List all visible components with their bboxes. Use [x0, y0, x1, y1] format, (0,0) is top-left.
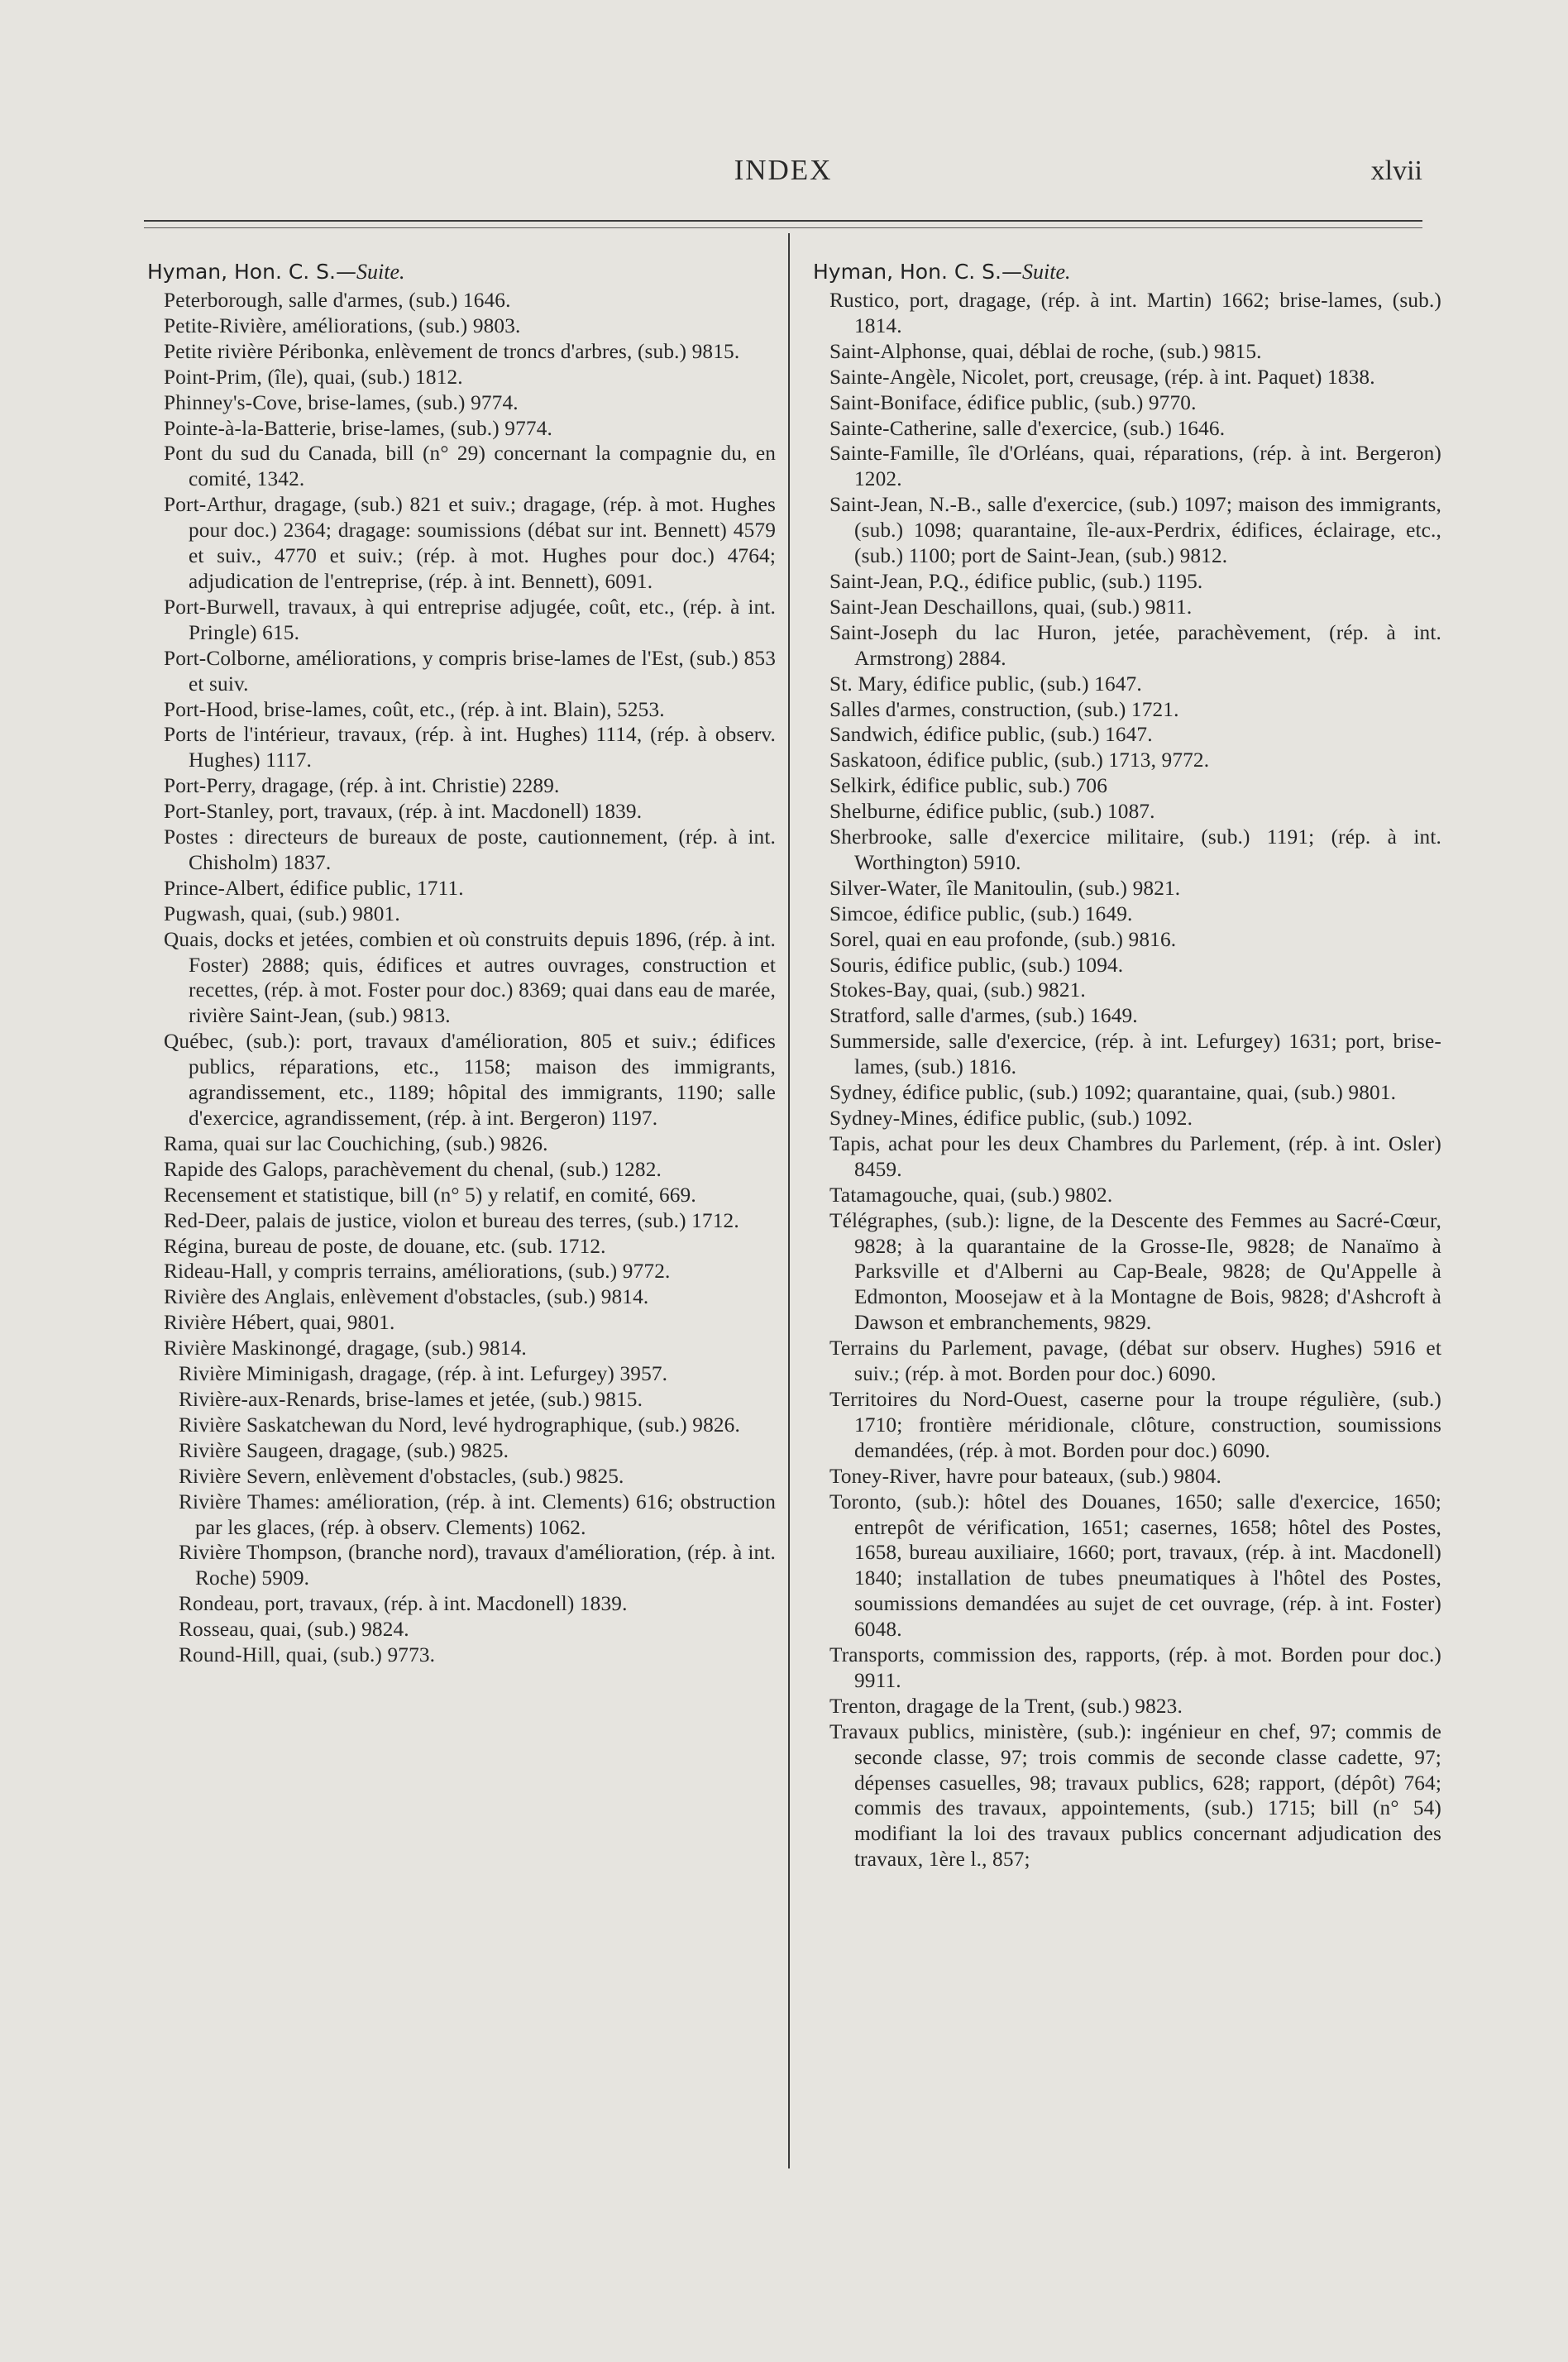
index-entry: Sainte-Catherine, salle d'exercice, (sub.) 1646.: [829, 416, 1226, 440]
index-entry: Red-Deer, palais de justice, violon et bureau des terres, (sub.) 1712.: [164, 1208, 739, 1232]
index-entry: Shelburne, édifice public, (sub.) 1087.: [829, 800, 1155, 824]
index-entry: Terrains du Parlement, pavage, (débat sur observ. Hughes) 5916 et suiv.; (rép. à mot. Borden pour doc.) 6090.: [829, 1336, 1441, 1386]
index-entry: Rivière Saugeen, dragage, (sub.) 9825.: [179, 1438, 509, 1462]
index-entry: Port-Colborne, améliorations, y compris brise-lames de l'Est, (sub.) 853 et suiv.: [164, 646, 776, 696]
index-entry: Salles d'armes, construction, (sub.) 1721.: [829, 697, 1179, 721]
index-entry: Trenton, dragage de la Trent, (sub.) 9823.: [829, 1694, 1183, 1718]
index-entry: Rama, quai sur lac Couchiching, (sub.) 9826.: [164, 1131, 548, 1155]
index-entry: Télégraphes, (sub.): ligne, de la Descente des Femmes au Sacré-Cœur, 9828; à la quarantaine de la Grosse-Ile, 9828; de Nanaïmo à Parksville et d'Alberni au Cap-Beale, 9828; de Qu'Appelle à Edmonton, Moosejaw et à la Montagne de Bois, 9828; d'Ashcroft à Dawson et embranchements, 9829.: [829, 1208, 1441, 1335]
index-entry: Tapis, achat pour les deux Chambres du Parlement, (rép. à int. Osler) 8459.: [829, 1131, 1441, 1181]
index-entry: Rivière Thompson, (branche nord), travaux d'amélioration, (rép. à int. Roche) 5909.: [179, 1541, 776, 1590]
heading-suite: Suite.: [1022, 260, 1071, 284]
index-entry: Sainte-Famille, île d'Orléans, quai, réparations, (rép. à int. Bergeron) 1202.: [829, 442, 1441, 491]
index-entry: Selkirk, édifice public, sub.) 706: [829, 774, 1107, 798]
index-entry: Pugwash, quai, (sub.) 9801.: [164, 901, 400, 925]
index-entry: Sydney-Mines, édifice public, (sub.) 1092.: [829, 1107, 1193, 1130]
index-entry: Saint-Jean, P.Q., édifice public, (sub.) 1195.: [829, 569, 1203, 593]
index-entry: Sandwich, édifice public, (sub.) 1647.: [829, 723, 1153, 747]
right-column: [813, 258, 1441, 1872]
page-header: [144, 147, 1422, 197]
heading-suite: Suite.: [356, 260, 405, 284]
index-entry: Postes : directeurs de bureaux de poste, cautionnement, (rép. à int. Chisholm) 1837.: [164, 825, 776, 874]
index-entry: Rivière Maskinongé, dragage, (sub.) 9814.: [164, 1336, 527, 1360]
left-column: [147, 258, 776, 1668]
index-entry: Petite-Rivière, améliorations, (sub.) 9803.: [164, 313, 521, 337]
index-entry: Point-Prim, (île), quai, (sub.) 1812.: [164, 365, 463, 389]
index-entry: Saint-Alphonse, quai, déblai de roche, (sub.) 9815.: [829, 339, 1262, 363]
index-entry: Saint-Boniface, édifice public, (sub.) 9770.: [829, 390, 1197, 414]
index-entry: Rideau-Hall, y compris terrains, améliorations, (sub.) 9772.: [164, 1260, 671, 1284]
index-entry: Territoires du Nord-Ouest, caserne pour la troupe régulière, (sub.) 1710; frontière méridionale, clôture, construction, soumissions demandées, (rép. à mot. Borden pour doc.) 6090.: [829, 1387, 1441, 1462]
index-entry: Toronto, (sub.): hôtel des Douanes, 1650; salle d'exercice, 1650; entrepôt de vérification, 1651; casernes, 1658; hôtel des Postes, 1658, bureau auxiliaire, 1660; port, travaux, (rép. à int. Macdonell) 1840; installation de tubes pneumatiques à l'hôtel des Postes, soumissions demandées au sujet de cet ouvrage, (rép. à int. Foster) 6048.: [829, 1489, 1441, 1642]
index-entry: Port-Arthur, dragage, (sub.) 821 et suiv.; dragage, (rép. à mot. Hughes pour doc.) 2364; dragage: soumissions (débat sur int. Bennett) 4579 et suiv., 4770 et suiv.; (rép. à mot. Hughes pour doc.) 4764; adjudication de l'entreprise, (rép. à int. Bennett), 6091.: [164, 493, 776, 593]
index-heading: [147, 258, 776, 286]
index-entry: Saint-Jean, N.-B., salle d'exercice, (sub.) 1097; maison des immigrants, (sub.) 1098; quarantaine, île-aux-Perdrix, édifices, éclairage, etc., (sub.) 1100; port de Saint-Jean, (sub.) 9812.: [829, 493, 1441, 568]
index-entry: Souris, édifice public, (sub.) 1094.: [829, 953, 1124, 977]
index-entry: Saint-Joseph du lac Huron, jetée, parachèvement, (rép. à int. Armstrong) 2884.: [829, 620, 1441, 670]
index-entry: Recensement et statistique, bill (n° 5) y relatif, en comité, 669.: [164, 1183, 696, 1207]
index-entry: Rivière-aux-Renards, brise-lames et jetée, (sub.) 9815.: [179, 1387, 643, 1411]
index-entry: Ports de l'intérieur, travaux, (rép. à int. Hughes) 1114, (rép. à observ. Hughes) 1117.: [164, 723, 776, 772]
index-entry: Saskatoon, édifice public, (sub.) 1713, 9772.: [829, 748, 1210, 772]
heading-name: Hyman, Hon. C. S.—: [147, 260, 357, 284]
column-divider: [788, 233, 790, 2168]
index-entry: Phinney's-Cove, brise-lames, (sub.) 9774.: [164, 390, 519, 414]
index-entry: Round-Hill, quai, (sub.) 9773.: [179, 1643, 436, 1667]
index-entry: Québec, (sub.): port, travaux d'amélioration, 805 et suiv.; édifices publics, réparations, etc., 1158; maison des immigrants, agrandissement, etc., 1189; hôpital des immigrants, 1190; salle d'exercice, agrandissement, (rép. à int. Bergeron) 1197.: [164, 1030, 776, 1130]
index-entry: Saint-Jean Deschaillons, quai, (sub.) 9811.: [829, 595, 1193, 619]
index-entry: Stratford, salle d'armes, (sub.) 1649.: [829, 1004, 1138, 1028]
index-entry: Port-Burwell, travaux, à qui entreprise adjugée, coût, etc., (rép. à int. Pringle) 615.: [164, 595, 776, 644]
index-entry: Rivière Saskatchewan du Nord, levé hydrographique, (sub.) 9826.: [179, 1413, 740, 1437]
index-entry: Sorel, quai en eau profonde, (sub.) 9816.: [829, 927, 1177, 951]
entry-list: [147, 288, 776, 1668]
running-title: INDEX: [734, 154, 833, 186]
index-entry: Peterborough, salle d'armes, (sub.) 1646.: [164, 289, 511, 312]
index-entry: Rivière Thames: amélioration, (rép. à int. Clements) 616; obstruction par les glaces, (rép. à observ. Clements) 1062.: [179, 1489, 776, 1539]
index-entry: Summerside, salle d'exercice, (rép. à int. Lefurgey) 1631; port, brise-lames, (sub.) 1816.: [829, 1030, 1441, 1079]
index-entry: Stokes-Bay, quai, (sub.) 9821.: [829, 978, 1086, 1002]
index-heading: [813, 258, 1441, 286]
header-rule: [144, 220, 1422, 222]
index-entry: Sydney, édifice public, (sub.) 1092; quarantaine, quai, (sub.) 9801.: [829, 1081, 1397, 1105]
index-entry: Transports, commission des, rapports, (rép. à mot. Borden pour doc.) 9911.: [829, 1643, 1441, 1692]
heading-name: Hyman, Hon. C. S.—: [813, 260, 1023, 284]
index-entry: Sherbrooke, salle d'exercice militaire, (sub.) 1191; (rép. à int. Worthington) 5910.: [829, 825, 1441, 874]
page-number: xlvii: [1370, 155, 1422, 186]
index-entry: Rapide des Galops, parachèvement du chenal, (sub.) 1282.: [164, 1157, 662, 1181]
index-entry: Travaux publics, ministère, (sub.): ingénieur en chef, 97; commis de seconde classe, 97; trois commis de seconde classe cadette, 97; dépenses casuelles, 98; travaux publics, 628; rapport, (dépôt) 764; commis des travaux, appointements, (sub.) 1715; bill (n° 54) modifiant la loi des travaux publics concernant adjudication des travaux, 1ère l., 857;: [829, 1719, 1441, 1872]
index-entry: Pointe-à-la-Batterie, brise-lames, (sub.) 9774.: [164, 416, 552, 440]
index-entry: Rivière Severn, enlèvement d'obstacles, (sub.) 9825.: [179, 1464, 624, 1488]
index-entry: Simcoe, édifice public, (sub.) 1649.: [829, 901, 1133, 925]
index-entry: Rosseau, quai, (sub.) 9824.: [179, 1618, 409, 1642]
index-entry: Port-Stanley, port, travaux, (rép. à int. Macdonell) 1839.: [164, 800, 643, 824]
index-entry: Petite rivière Péribonka, enlèvement de troncs d'arbres, (sub.) 9815.: [164, 339, 740, 363]
index-entry: Rivière Miminigash, dragage, (rép. à int. Lefurgey) 3957.: [179, 1362, 668, 1386]
index-entry: Rivière des Anglais, enlèvement d'obstacles, (sub.) 9814.: [164, 1285, 649, 1309]
entry-list: [813, 288, 1441, 1872]
header-rule-thin: [144, 227, 1422, 228]
index-entry: Rustico, port, dragage, (rép. à int. Martin) 1662; brise-lames, (sub.) 1814.: [829, 289, 1441, 337]
index-entry: Toney-River, havre pour bateaux, (sub.) 9804.: [829, 1464, 1221, 1488]
index-entry: Silver-Water, île Manitoulin, (sub.) 9821.: [829, 876, 1181, 900]
index-entry: Prince-Albert, édifice public, 1711.: [164, 876, 464, 900]
index-entry: Sainte-Angèle, Nicolet, port, creusage, (rép. à int. Paquet) 1838.: [829, 365, 1375, 389]
index-entry: Port-Hood, brise-lames, coût, etc., (rép. à int. Blain), 5253.: [164, 697, 665, 721]
index-entry: St. Mary, édifice public, (sub.) 1647.: [829, 672, 1142, 696]
index-entry: Rondeau, port, travaux, (rép. à int. Macdonell) 1839.: [179, 1592, 628, 1616]
index-entry: Régina, bureau de poste, de douane, etc. (sub. 1712.: [164, 1234, 606, 1258]
index-entry: Pont du sud du Canada, bill (n° 29) concernant la compagnie du, en comité, 1342.: [164, 442, 776, 491]
index-entry: Port-Perry, dragage, (rép. à int. Christie) 2289.: [164, 774, 560, 798]
index-entry: Quais, docks et jetées, combien et où construits depuis 1896, (rép. à int. Foster) 2888; quis, édifices et autres ouvrages, construction et recettes, (rép. à mot. Foster pour doc.) 8369; quai dans eau de marée, rivière Saint-Jean, (sub.) 9813.: [164, 927, 776, 1028]
index-entry: Rivière Hébert, quai, 9801.: [164, 1311, 395, 1335]
index-entry: Tatamagouche, quai, (sub.) 9802.: [829, 1183, 1113, 1207]
